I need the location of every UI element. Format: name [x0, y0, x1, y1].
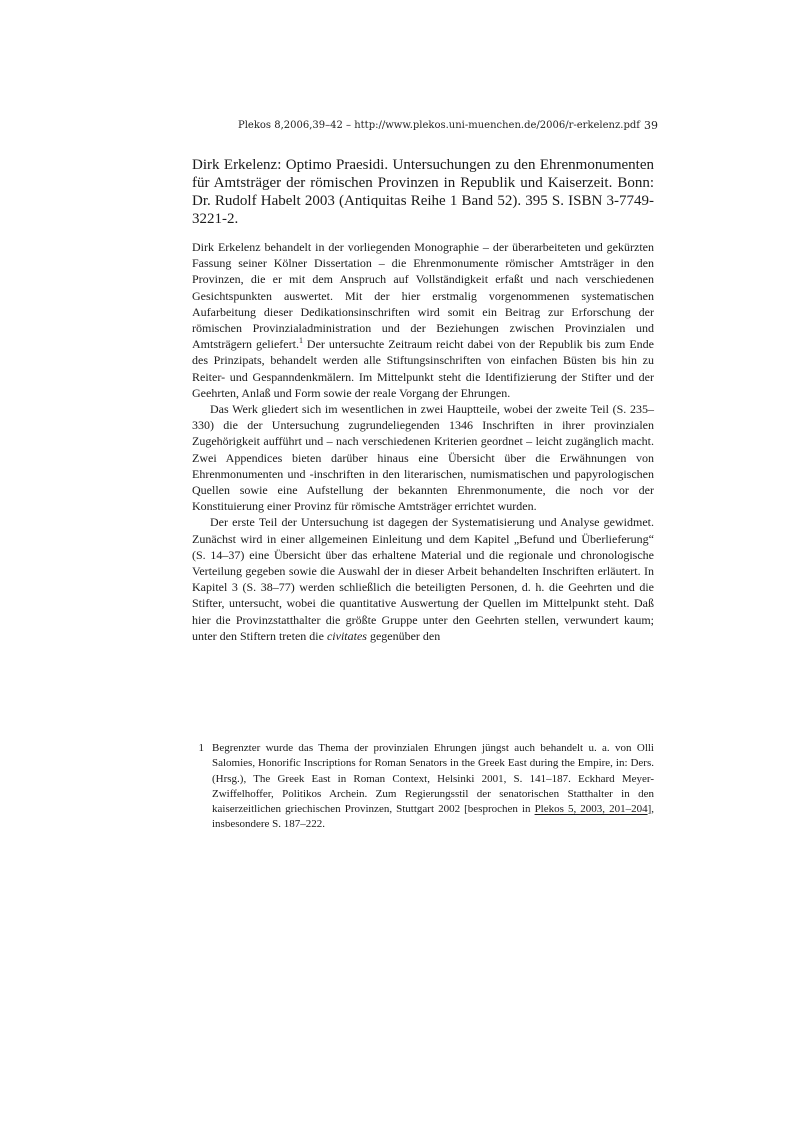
page-number: 39	[644, 119, 658, 132]
footnote-text	[212, 741, 654, 833]
paragraph-1-text-b: Der untersuchte Zeitraum reicht dabei von der Republik bis zum Ende des Prinzipats, behandelt werden alle Stiftungsinschriften von einfachen Büsten bis hin zu Reiter- und Gespanndenkmälern. Im Mittelpunkt steht die Identifizierung der Stifter und der Geehrten, Anlaß und Form sowie der reale Vorgang der Ehrungen.	[192, 337, 654, 400]
footnotes	[192, 741, 654, 833]
review-body	[192, 239, 654, 644]
running-header	[238, 119, 658, 133]
footnote-text-b: ], insbesondere S. 187–222.	[212, 803, 654, 831]
paragraph-2: Das Werk gliedert sich im wesentlichen in zwei Hauptteile, wobei der zweite Teil (S. 235–330) die der Untersuchung zugrundeliegenden 1346 Inschriften in ihrer provinzialen Zugehörigkeit aufführt und – nach verschiedenen Kriterien geordnet – leicht zugänglich macht. Zwei Appendices bieten darüber hinaus eine Übersicht über die Erwähnungen von Ehrenmonumenten und -inschriften in den literarischen, numismatischen und papyrologischen Quellen sowie eine Aufstellung der bekannten Ehrenmonumente, die noch vor der Konstituierung einer Provinz für römische Amtsträger errichtet wurden.	[192, 402, 654, 514]
plekos-review-link[interactable]: Plekos 5, 2003, 201–204	[534, 803, 648, 816]
paragraph-3-text-a: Der erste Teil der Untersuchung ist dagegen der Systematisierung und Analyse gewidmet. Zunächst wird in einer allgemeinen Einleitung und dem Kapitel „Befund und Überlieferung“ (S. 14–37) eine Übersicht über das erhaltene Material und die regionale und chronologische Verteilung gegeben sowie die Auswahl der in dieser Arbeit behandelten Inschriften erläutert. In Kapitel 3 (S. 38–77) werden schließlich die beteiligten Personen, d. h. die Geehrten und die Stifter, untersucht, wobei die quantitative Auswertung der Quellen im Mittelpunkt steht. Daß hier die Provinzstatthalter die größte Gruppe unter den Geehrten stellen, verwundert kaum; unter den Stiftern treten die	[192, 515, 654, 643]
paragraph-3-emphasis: civitates	[326, 628, 367, 643]
running-head-citation: Plekos 8,2006,39–42 – http://www.plekos.uni-muenchen.de/2006/r-erkelenz.pdf	[238, 120, 640, 131]
footnote-number: 1	[198, 742, 204, 754]
footnote-ref-1[interactable]: 1	[298, 336, 303, 346]
paragraph-3	[192, 514, 654, 644]
paragraph-1-text-a: Dirk Erkelenz behandelt in der vorliegenden Monographie – der überarbeiteten und gekürzten Fassung seiner Kölner Dissertation – die Ehrenmonumente römischer Amtsträger in den Provinzen, die er mit dem Anspruch auf Vollständigkeit erfaßt und nach verschiedenen Gesichtspunkten auswertet. Mit der hier erstmalig vorgenommenen systematischen Aufarbeitung dieser Dedikationsinschriften wird somit ein Beitrag zur Erforschung der römischen Provinzialadministration und der Beziehungen zwischen Provinzialen und Amtsträgern geliefert.	[192, 240, 654, 352]
review-title: Dirk Erkelenz: Optimo Praesidi. Untersuchungen zu den Ehrenmonumenten für Amtsträger der römischen Provinzen in Republik und Kaiserzeit. Bonn: Dr. Rudolf Habelt 2003 (Antiquitas Reihe 1 Band 52). 395 S. ISBN 3-7749-3221-2.	[192, 157, 654, 227]
paragraph-1	[192, 239, 654, 401]
paragraph-3-text-b: gegenüber den	[366, 628, 441, 643]
footnote-1	[192, 741, 654, 833]
footnote-text-a: Begrenzter wurde das Thema der provinzialen Ehrungen jüngst auch behandelt u. a. von Olli Salomies, Honorific Inscriptions for Roman Senators in the Greek East during the Empire, in: Ders. (Hrsg.), The Greek East in Roman Context, Helsinki 2001, S. 141–187. Eckhard Meyer-Zwiffelhoffer, Politikos Archein. Zum Regierungsstil der senatorischen Statthalter in den kaiserzeitlichen griechischen Provinzen, Stuttgart 2002 [besprochen in	[212, 742, 654, 816]
